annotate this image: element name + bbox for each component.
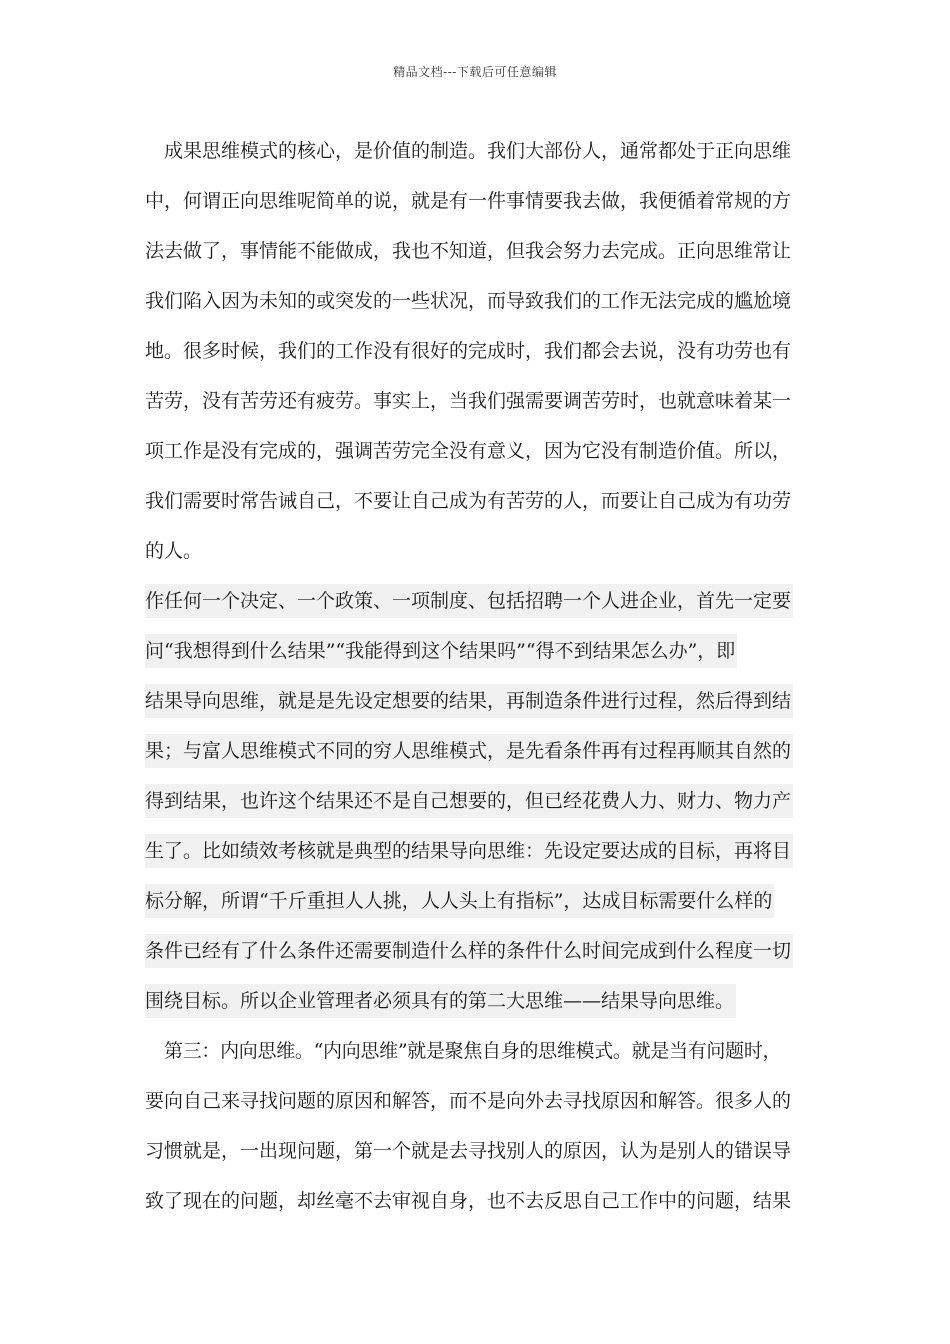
paragraph-3 [145, 1026, 805, 1226]
highlighted-line: 果；与富人思维模式不同的穷人思维模式，是先看条件再有过程再顺其自然的 [145, 734, 793, 768]
highlighted-line: 生了。比如绩效考核就是典型的结果导向思维：先设定要达成的目标，再将目 [145, 834, 793, 868]
paragraph-line: 要向自己来寻找问题的原因和解答，而不是向外去寻找原因和解答。很多人的 [145, 1090, 792, 1112]
highlighted-line: 围绕目标。所以企业管理者必须具有的第二大思维——结果导向思维。 [145, 984, 736, 1018]
paragraph-line: 成果思维模式的核心，是价值的制造。我们大部份人，通常都处于正向思维 [164, 140, 792, 162]
paragraph-line: 致了现在的问题，却丝毫不去审视自身，也不去反思自己工作中的问题，结果 [145, 1190, 792, 1212]
paragraph-line: 习惯就是，一出现问题，第一个就是去寻找别人的原因，认为是别人的错误导 [145, 1140, 792, 1162]
highlighted-line: 得到结果，也许这个结果还不是自己想要的，但已经花费人力、财力、物力产 [145, 784, 793, 818]
highlighted-line: 作任何一个决定、一个政策、一项制度、包括招聘一个人进企业，首先一定要 [145, 584, 793, 618]
paragraph-line: 地。很多时候，我们的工作没有很好的完成时，我们都会去说，没有功劳也有 [145, 340, 792, 362]
page-header: 精品文档---下载后可任意编辑 [393, 65, 557, 79]
paragraph-1 [145, 126, 805, 576]
paragraph-line: 的人。 [145, 540, 203, 562]
highlighted-line: 结果导向思维，就是是先设定想要的结果，再制造条件进行过程，然后得到结 [145, 684, 793, 718]
paragraph-line: 第三：内向思维。“内向思维”就是聚焦自身的思维模式。就是当有问题时， [164, 1040, 782, 1062]
paragraph-line: 中，何谓正向思维呢简单的说，就是有一件事情要我去做，我便循着常规的方 [145, 190, 792, 212]
highlighted-line: 问“我想得到什么结果”“我能得到这个结果吗”“得不到结果怎么办”，即 [145, 634, 737, 668]
paragraph-2-highlighted [145, 576, 805, 1026]
highlighted-line: 条件已经有了什么条件还需要制造什么样的条件什么时间完成到什么程度一切 [145, 934, 793, 968]
document-body [145, 126, 805, 1226]
paragraph-line: 我们陷入因为未知的或突发的一些状况，而导致我们的工作无法完成的尴尬境 [145, 290, 792, 312]
paragraph-line: 我们需要时常告诫自己，不要让自己成为有苦劳的人，而要让自己成为有功劳 [145, 490, 792, 512]
highlighted-line: 标分解，所谓“千斤重担人人挑，人人头上有指标”，达成目标需要什么样的 [145, 884, 774, 918]
paragraph-line: 法去做了，事情能不能做成，我也不知道，但我会努力去完成。正向思维常让 [145, 240, 792, 262]
paragraph-line: 苦劳，没有苦劳还有疲劳。事实上，当我们强需要调苦劳时，也就意味着某一 [145, 390, 792, 412]
paragraph-line: 项工作是没有完成的，强调苦劳完全没有意义，因为它没有制造价值。所以， [145, 440, 792, 462]
